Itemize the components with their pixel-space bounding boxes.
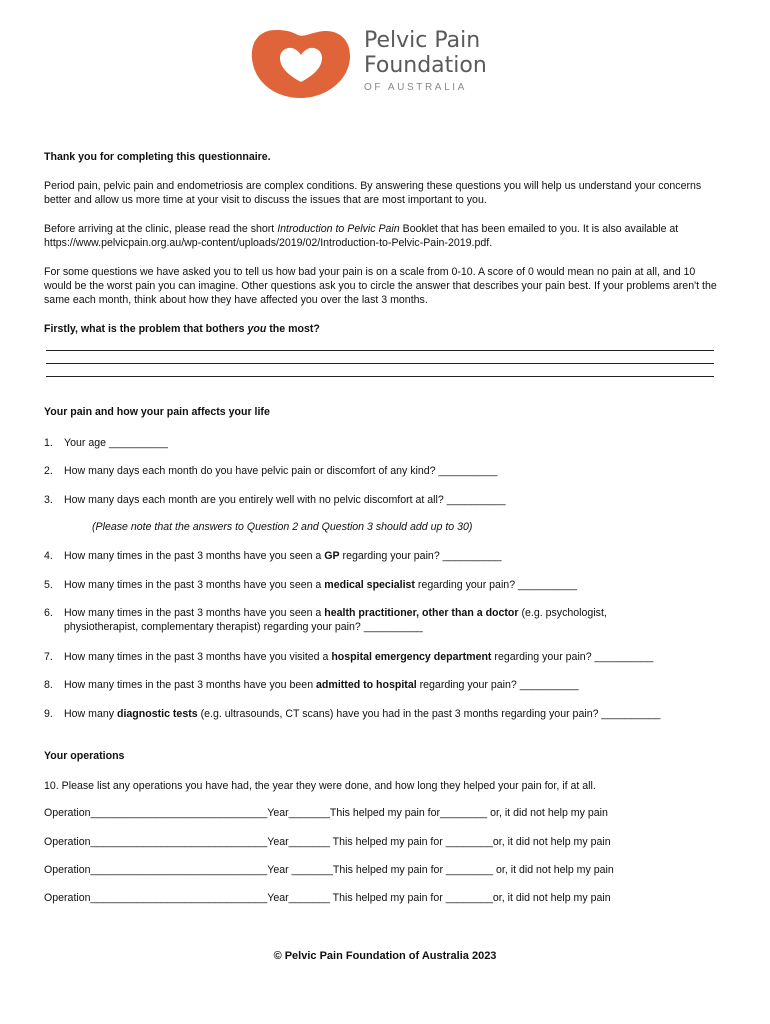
question-3-text: How many days each month are you entirely well with no pelvic discomfort at all? __________ (64, 494, 506, 506)
logo-line-3: OF AUSTRALIA (364, 82, 467, 93)
intro-paragraph-2 (44, 222, 724, 250)
logo-line-1: Pelvic Pain (364, 28, 481, 53)
question-5-text-c: regarding your pain? __________ (414, 579, 577, 591)
answer-line[interactable] (46, 364, 714, 377)
question-9-bold: diagnostic tests (116, 708, 198, 720)
question-4-text-c: regarding your pain? __________ (339, 550, 502, 562)
question-4: 4. How many times in the past 3 months have you seen a GP regarding your pain? __________ (44, 550, 502, 562)
question-9-text-a: How many (64, 708, 117, 720)
first-question (44, 322, 724, 336)
heart-logo-icon (246, 24, 356, 102)
intro-section (44, 150, 724, 377)
first-question-a: Firstly, what is the problem that bothers (44, 323, 248, 335)
p2-text-b: Booklet that has been emailed to you. It is also available at https://www.pelvicpain.org.au/wp-content/uploads/2019/02/Introduction-to-Pelvic-Pain-2019.pdf. (44, 223, 679, 249)
question-8-text-c: regarding your pain? __________ (416, 679, 579, 691)
booklet-title: Introduction to Pelvic Pain (277, 223, 400, 235)
pelvic-pain-foundation-logo (246, 24, 516, 104)
operation-row[interactable]: Operation______________________________Year_______This helped my pain for________ or, it did not help my pain (44, 807, 608, 819)
question-5-bold: medical specialist (324, 579, 415, 591)
question-9-text-c: (e.g. ultrasounds, CT scans) have you had in the past 3 months regarding your pain? __________ (197, 708, 661, 720)
question-1-text: Your age __________ (64, 437, 168, 449)
section-title-operations: Your operations (44, 750, 125, 762)
question-10: 10. Please list any operations you have had, the year they were done, and how long they helped your pain for, if at all. (44, 780, 596, 792)
question-5-text-a: How many times in the past 3 months have you seen a (64, 579, 325, 591)
question-8-text-a: How many times in the past 3 months have you been (64, 679, 317, 691)
question-6-bold: health practitioner, other than a doctor (324, 607, 519, 619)
p2-text-a: Before arriving at the clinic, please read the short (44, 223, 278, 235)
first-question-b: the most? (266, 323, 320, 335)
operation-row[interactable]: Operation______________________________Year_______ This helped my pain for ________or, it did not help my pain (44, 836, 611, 848)
question-4-text-a: How many times in the past 3 months have you seen a (64, 550, 325, 562)
question-7: 7. How many times in the past 3 months have you visited a hospital emergency department regarding your pain? __________ (44, 651, 654, 663)
logo-line-2: Foundation (364, 53, 487, 78)
question-7-bold: hospital emergency department (331, 651, 492, 663)
section-title-pain: Your pain and how your pain affects your life (44, 406, 270, 418)
question-7-text-a: How many times in the past 3 months have you visited a (64, 651, 332, 663)
operation-row[interactable]: Operation______________________________Year _______This helped my pain for ________ or, it did not help my pain (44, 864, 614, 876)
answer-line[interactable] (46, 338, 714, 351)
question-1: 1. Your age __________ (44, 437, 168, 449)
question-6-text-d: physiotherapist, complementary therapist) regarding your pain? __________ (64, 621, 423, 633)
question-8: 8. How many times in the past 3 months have you been admitted to hospital regarding your pain? __________ (44, 679, 579, 691)
operation-row[interactable]: Operation______________________________Year_______ This helped my pain for ________or, it did not help my pain (44, 892, 611, 904)
intro-paragraph-3: For some questions we have asked you to tell us how bad your pain is on a scale from 0-10. A score of 0 would mean no pain at all, and 10 would be the worst pain you can imagine. Other questions ask you to circle the answer that describes your pain best. If your problems aren't the same each month, think about how they have affected you over the last 3 months. (44, 266, 717, 306)
first-question-you: you (247, 323, 267, 335)
answer-lines (44, 338, 724, 377)
answer-line[interactable] (46, 351, 714, 364)
question-5: 5. How many times in the past 3 months have you seen a medical specialist regarding your pain? __________ (44, 579, 577, 591)
question-4-bold: GP (324, 550, 340, 562)
question-note: (Please note that the answers to Question 2 and Question 3 should add up to 30) (92, 521, 473, 533)
question-7-text-c: regarding your pain? __________ (491, 651, 654, 663)
intro-paragraph-1: Period pain, pelvic pain and endometriosis are complex conditions. By answering these questions you will help us understand your concerns better and allow us more time at your visit to discuss the issues that are most important to you. (44, 180, 702, 206)
copyright-footer: © Pelvic Pain Foundation of Australia 2023 (273, 950, 497, 962)
question-2-text: How many days each month do you have pelvic pain or discomfort of any kind? __________ (64, 465, 498, 477)
question-6-text-c: (e.g. psychologist, (518, 607, 607, 619)
question-9: 9. How many diagnostic tests (e.g. ultrasounds, CT scans) have you had in the past 3 months regarding your pain? __________ (44, 708, 661, 720)
question-6: 6. How many times in the past 3 months have you seen a health practitioner, other than a doctor (e.g. psychologist, physiotherapist, complementary therapist) regarding your pain? __________ (44, 606, 724, 634)
question-2: 2. How many days each month do you have pelvic pain or discomfort of any kind? __________ (44, 465, 498, 477)
thanks-heading: Thank you for completing this questionnaire. (44, 151, 271, 163)
question-3: 3. How many days each month are you entirely well with no pelvic discomfort at all? __________ (44, 494, 506, 506)
logo-text (364, 28, 487, 93)
question-6-text-a: How many times in the past 3 months have you seen a (64, 607, 325, 619)
question-8-bold: admitted to hospital (316, 679, 417, 691)
